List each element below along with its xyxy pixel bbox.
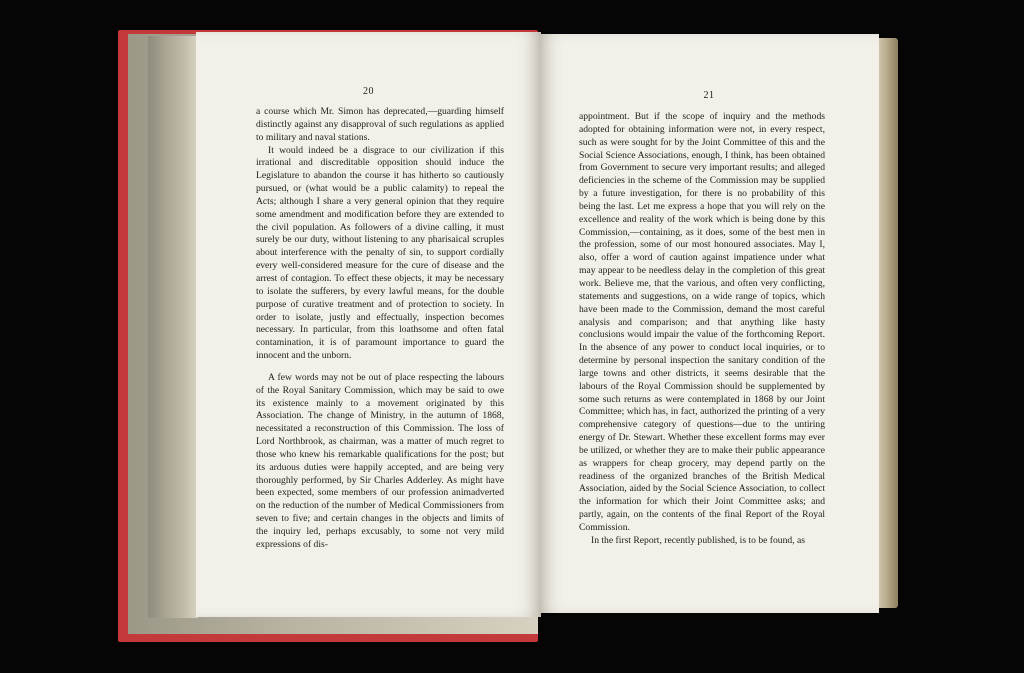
gutter-strip [148, 36, 198, 618]
paragraph: It would indeed be a disgrace to our civilization if this irrational and discreditable opposition should induce the Legislature to abandon the course it has hitherto so cautiously pursued, or (what would be a public calamity) to repeal the Acts; although I share a very general opinion that they require some amendment and modification before they are extended to the civil population. As followers of a divine calling, it must surely be our duty, without listening to any pharisaical scruples about interference with the penalty of sin, to support cordially every well-considered measure for the cure of disease and the arrest of contagion. To effect these objects, it may be necessary to isolate the sufferers, by every lawful means, for the double purpose of curative treatment and of protection to society. In order to isolate, justly and effectually, inspection becomes necessary. In particular, from this loathsome and often fatal contamination, it is of paramount importance to guard the innocent and the unborn. [256, 144, 504, 362]
page-edges [876, 38, 898, 608]
left-page [196, 32, 541, 617]
page-number: 21 [703, 90, 715, 101]
right-page [539, 34, 879, 613]
paragraph: appointment. But if the scope of inquiry and the methods adopted for obtaining information were not, in every respect, such as were sought for by the Joint Committee of this and the Social Science Associations, enough, I think, has been obtained from Government to secure very important results; and alleged deficiencies in the scheme of the Commission may be supplied by a future investigation, for there is no probability of this being the last. Let me express a hope that you will rely on the excellence and reality of the work which is being done by this Commission,—containing, as it does, some of the best men in the profession, some of our most honoured associates. May I, also, offer a word of caution against impatience under what may appear to be needless delay in the completion of this great work. Believe me, that the various, and often very conflicting, statements and suggestions, on a wide range of topics, which have been made to the Commission, demand the most careful analysis and comparison; and that anything like hasty conclusions would impair the value of the forthcoming Report. In the absence of any power to conduct local inquiries, or to determine by personal inspection the sanitary condition of the large towns and other districts, it seems desirable that the labours of the Royal Commission should be supplemented by some such returns as were contemplated in 1868 by our Joint Committee; which has, in fact, authorized the printing of a very comprehensive category of questions—due to the untiring energy of Dr. Stewart. Whether these excellent forms may ever be utilized, or whether they are to make their public appearance as wrappers for cheap grocery, may depend partly on the readiness of the organized branches of the British Medical Association, aided by the Social Science Association, to collect the information for which their Joint Committee asks; and partly, again, on the contents of the final Report of the Royal Commission. [579, 111, 825, 533]
page-number: 20 [363, 86, 374, 97]
page-text [579, 111, 825, 548]
page-text [256, 106, 504, 552]
paragraph: In the first Report, recently published, is to be found, as [591, 534, 805, 546]
paragraph: a course which Mr. Simon has deprecated,—guarding himself distinctly against any disapproval of such regulations as applied to military and naval stations. [256, 106, 504, 143]
paragraph: A few words may not be out of place respecting the labours of the Royal Sanitary Commission, which may be said to owe its existence mainly to a movement originated by this Association. The change of Ministry, in the autumn of 1868, necessitated a reconstruction of this Commission. The loss of Lord Northbrook, as chairman, was a matter of much regret to those who knew his remarkable qualifications for the post; but its arduous duties were happily accepted, and are being very thoroughly performed, by Sir Charles Adderley. As might have been expected, some members of our profession animadverted on the reduction of the number of Medical Commissioners from seven to five; and certain changes in the objects and limits of the inquiry led, perhaps excusably, to some not very mild expressions of dis- [256, 371, 504, 550]
